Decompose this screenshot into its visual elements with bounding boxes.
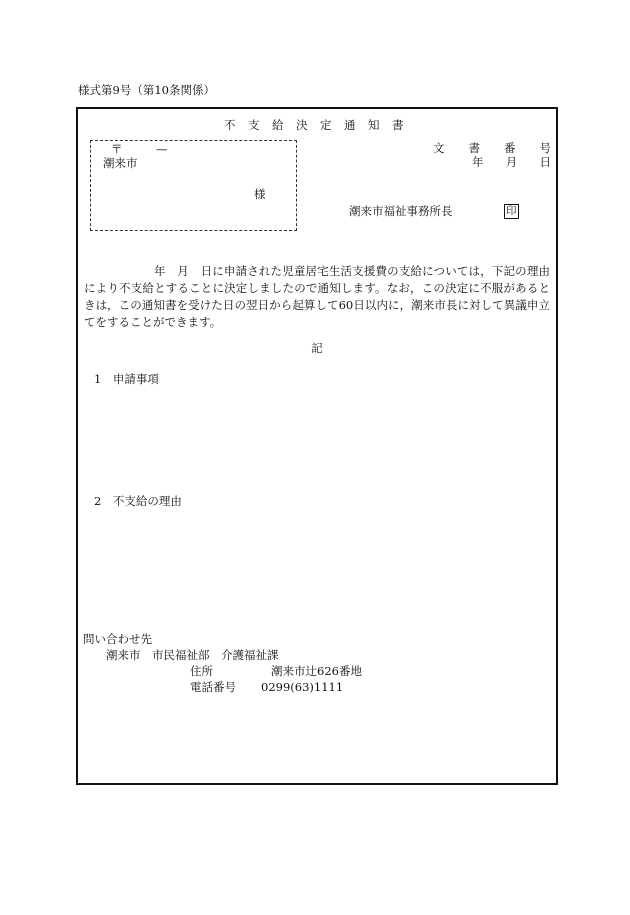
notice-body: 年 月 日に申請された児童居宅生活支援費の支給については，下記の理由により不支給とすることに決定しましたので通知します。なお，この決定に不服があるときは，この通知書を受けた日の翌日から起算して60日以内に，潮来市長に対して異議申立てをすることができます。 xyxy=(84,264,550,329)
postal-mark: 〒 xyxy=(111,142,123,156)
docnum-char: 号 xyxy=(539,141,551,155)
issue-date xyxy=(472,157,551,169)
contact-tel-label: 電話番号 xyxy=(190,680,236,694)
item-application: 1 申請事項 xyxy=(94,372,159,386)
docnum-char: 番 xyxy=(504,141,516,155)
docnum-char: 書 xyxy=(468,141,480,155)
postal-dash: — xyxy=(156,142,168,156)
contact-address-value: 潮来市辻626番地 xyxy=(271,664,362,678)
date-day-label: 日 xyxy=(539,155,551,169)
notice-frame xyxy=(76,107,558,785)
date-month-label: 月 xyxy=(505,155,518,169)
recipient-honorific: 様 xyxy=(254,187,266,201)
contact-label: 問い合わせ先 xyxy=(83,632,152,646)
item-reason: 2 不支給の理由 xyxy=(94,494,182,508)
document-title: 不支給決定通知書 xyxy=(224,118,416,132)
recipient-address-box xyxy=(90,140,297,231)
recipient-city: 潮来市 xyxy=(103,156,138,170)
form-number: 様式第9号（第10条関係） xyxy=(78,83,215,97)
ki-heading: 記 xyxy=(311,341,323,355)
contact-address-label: 住所 xyxy=(190,664,213,678)
issuer-name: 潮来市福祉事務所長 xyxy=(349,204,453,218)
seal-mark: 印 xyxy=(506,205,517,217)
document-number-label xyxy=(433,143,551,155)
contact-department: 潮来市 市民福祉部 介護福祉課 xyxy=(106,648,279,662)
contact-tel-value: 0299(63)1111 xyxy=(261,680,344,694)
docnum-char: 文 xyxy=(433,141,445,155)
date-year-label: 年 xyxy=(472,155,484,169)
